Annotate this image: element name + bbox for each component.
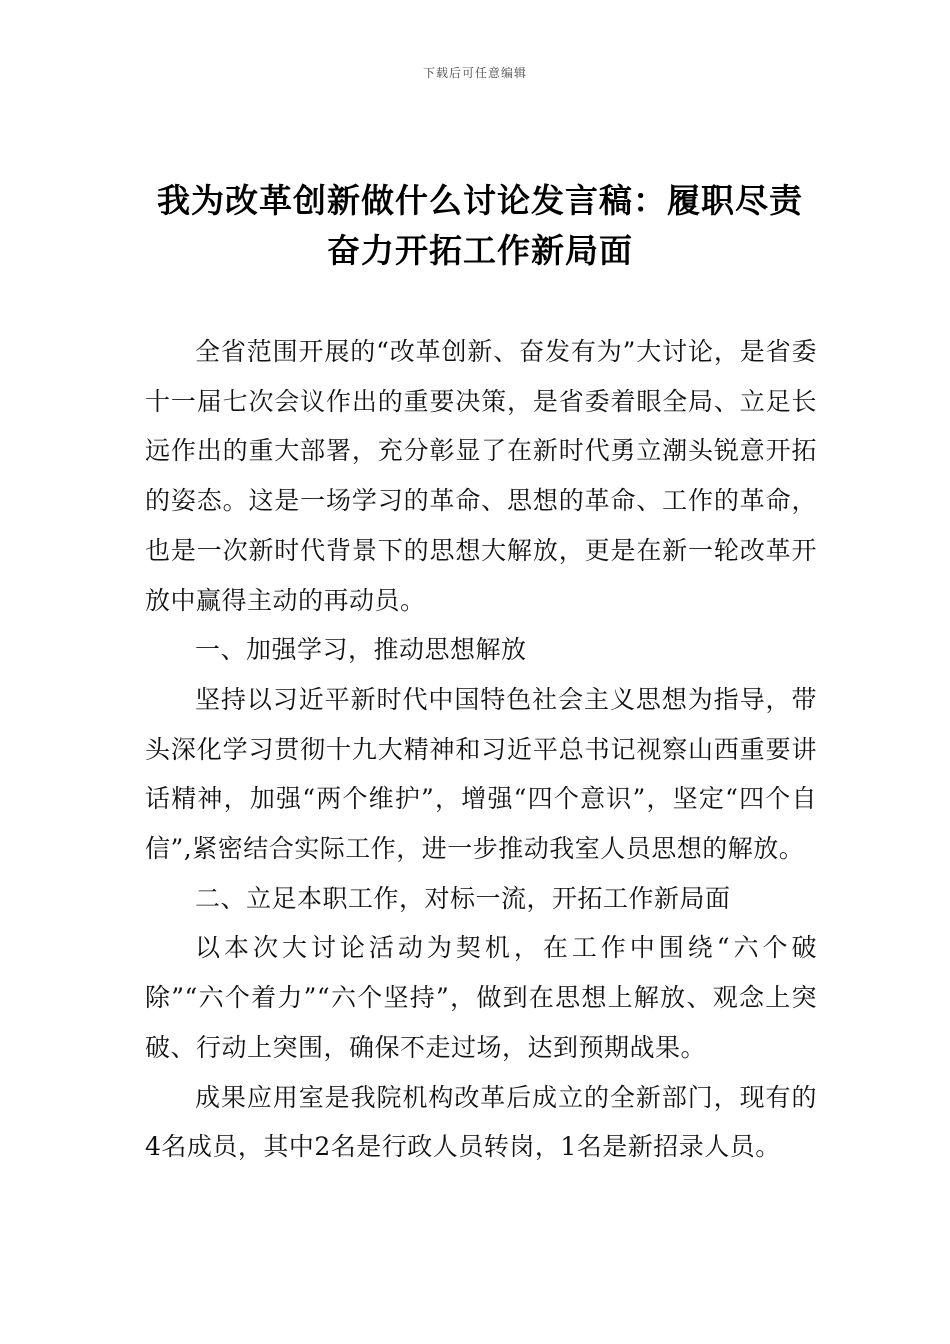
section-heading-2: 二、立足本职工作，对标一流，开拓工作新局面 [195,883,731,913]
paragraph-intro: 全省范围开展的“改革创新、奋发有为”大讨论，是省委十一届七次会议作出的重要决策，是省委着眼全局、立足长远作出的重大部署，充分彰显了在新时代勇立潮头锐意开拓的姿态。这是一场学习的革命、思想的革命、工作的革命，也是一次新时代背景下的思想大解放，更是在新一轮改革开放中赢得主动的再动员。 [145,337,817,615]
header-note: 下载后可任意编辑 [422,66,527,80]
section-heading-1: 一、加强学习，推动思想解放 [195,635,527,665]
paragraph-study: 坚持以习近平新时代中国特色社会主义思想为指导，带头深化学习贯彻十九大精神和习近平总书记视察山西重要讲话精神，加强“两个维护”，增强“四个意识”，坚定“四个自信”,紧密结合实际工作，进一步推动我室人员思想的解放。 [145,684,817,864]
paragraph-opportunity: 以本次大讨论活动为契机，在工作中围绕“六个破除”“六个着力”“六个坚持”，做到在思想上解放、观念上突破、行动上突围，确保不走过场，达到预期战果。 [145,933,817,1062]
document-body [145,327,817,1172]
paragraph-department: 成果应用室是我院机构改革后成立的全新部门，现有的4名成员，其中2名是行政人员转岗，1名是新招录人员。 [145,1082,817,1162]
document-title: 我为改革创新做什么讨论发言稿：履职尽责 奋力开拓工作新局面 [157,181,803,270]
